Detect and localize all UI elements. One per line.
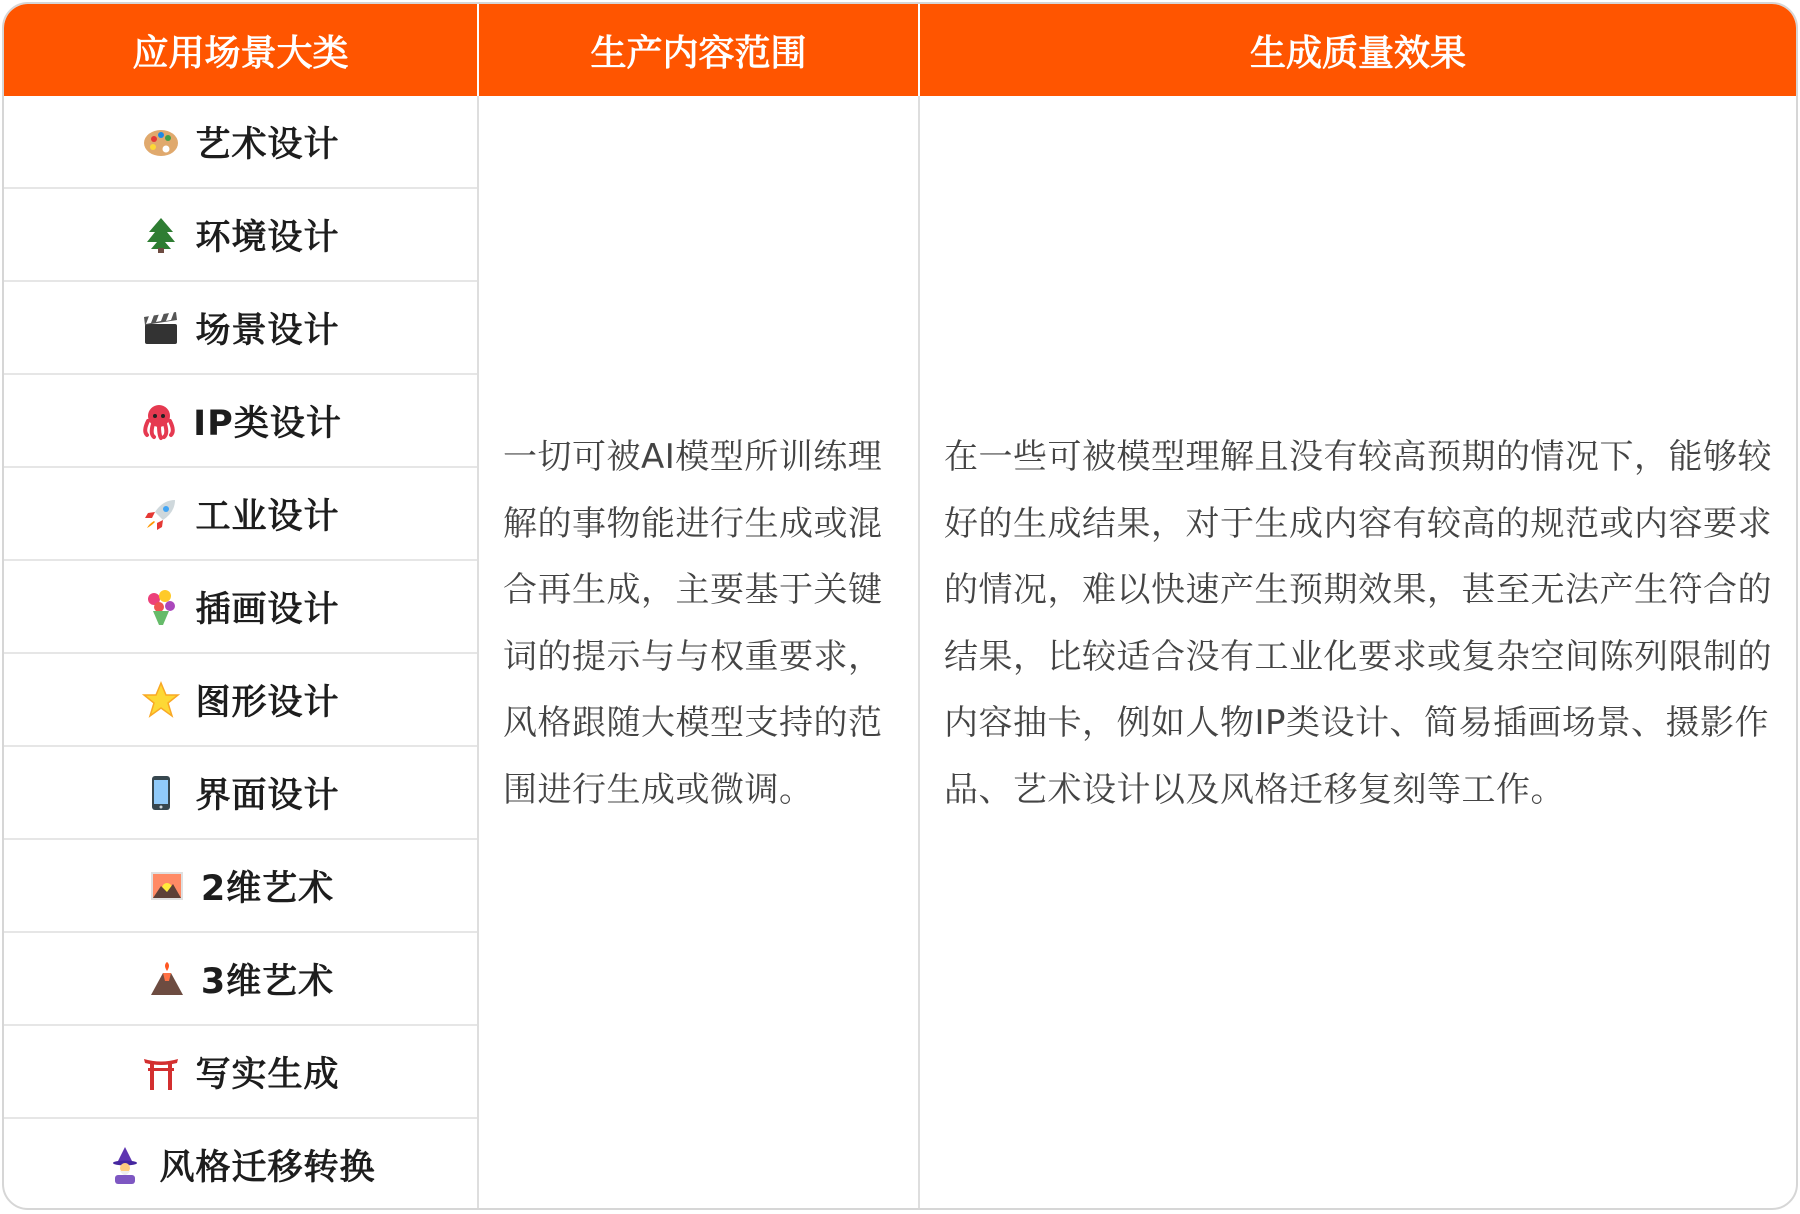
clapper-board-icon — [141, 308, 181, 348]
content-scope-column — [479, 96, 920, 1210]
category-row — [4, 561, 477, 654]
torii-gate-icon — [141, 1052, 181, 1092]
mobile-phone-icon — [141, 773, 181, 813]
category-row — [4, 96, 477, 189]
category-row — [4, 840, 477, 933]
category-label: 场景设计 — [195, 310, 340, 351]
sunrise-picture-icon — [147, 866, 187, 906]
category-label: IP类设计 — [193, 403, 342, 444]
evergreen-tree-icon — [141, 215, 181, 255]
rocket-icon — [141, 494, 181, 534]
header-content-scope: 生产内容范围 — [477, 4, 918, 96]
category-row — [4, 1119, 477, 1210]
scenario-table — [2, 2, 1798, 1210]
category-label: 工业设计 — [195, 496, 340, 537]
category-label: 界面设计 — [195, 775, 340, 816]
content-scope-text: 一切可被AI模型所训练理解的事物能进行生成或混合再生成，主要基于关键词的提示与与权重要求，风格跟随大模型支持的范围进行生成或微调。 — [503, 437, 883, 810]
category-column — [4, 96, 479, 1210]
category-label: 写实生成 — [195, 1054, 340, 1095]
category-row — [4, 747, 477, 840]
category-row — [4, 654, 477, 747]
palette-icon — [141, 122, 181, 162]
category-label: 艺术设计 — [195, 124, 340, 165]
category-row — [4, 468, 477, 561]
category-row — [4, 1026, 477, 1119]
category-label: 插画设计 — [195, 589, 340, 630]
header-quality-effect: 生成质量效果 — [918, 4, 1796, 96]
category-label: 3维艺术 — [200, 961, 335, 1002]
category-label: 环境设计 — [195, 217, 340, 258]
header-category: 应用场景大类 — [132, 32, 349, 74]
category-label: 2维艺术 — [200, 868, 335, 909]
star-icon — [141, 680, 181, 720]
table-header — [4, 4, 1798, 96]
category-label: 图形设计 — [195, 682, 340, 723]
category-row — [4, 375, 477, 468]
octopus-icon — [139, 401, 179, 441]
category-label: 风格迁移转换 — [159, 1147, 376, 1188]
quality-effect-column — [920, 96, 1798, 1210]
mage-icon — [105, 1145, 145, 1185]
quality-effect-text: 在一些可被模型理解且没有较高预期的情况下，能够较好的生成结果，对于生成内容有较高的规范或内容要求的情况，难以快速产生预期效果，甚至无法产生符合的结果，比较适合没有工业化要求或复杂空间陈列限制的内容抽卡，例如人物IP类设计、简易插画场景、摄影作品、艺术设计以及风格迁移复刻等工作。 — [944, 437, 1772, 810]
category-row — [4, 189, 477, 282]
bouquet-icon — [141, 587, 181, 627]
volcano-icon — [147, 959, 187, 999]
category-row — [4, 282, 477, 375]
category-row — [4, 933, 477, 1026]
